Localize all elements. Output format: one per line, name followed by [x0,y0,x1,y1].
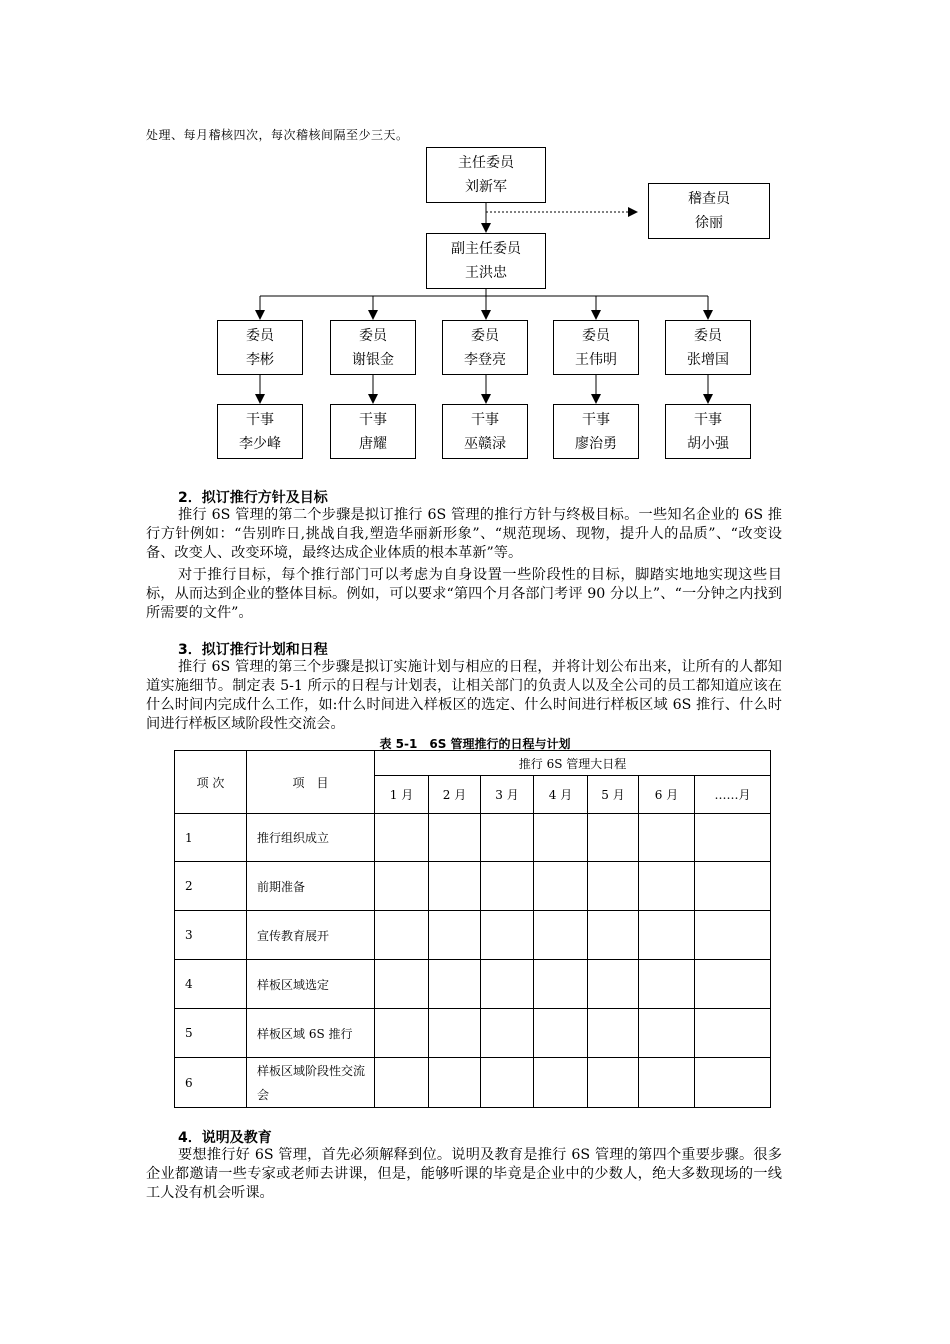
inspector-box [648,183,770,239]
officer-title: 干事 [246,411,274,428]
deputy-box [426,233,546,289]
officer-name: 巫赣渌 [464,435,506,452]
intro-text: 处理、每月稽核四次，每次稽核间隔至少三天。 [146,128,409,142]
officer-name: 胡小强 [687,435,729,452]
director-name: 刘新军 [465,179,507,195]
header-seq: 项 次 [175,751,247,814]
member-name: 李登亮 [464,351,506,368]
member-box [330,320,416,375]
member-name: 张增国 [687,351,729,368]
officer-title: 干事 [582,411,610,428]
table-row [175,1058,771,1108]
officer-title: 干事 [471,411,499,428]
officer-box [330,404,416,459]
header-month: 2 月 [429,776,481,814]
table-caption: 表 5-1 6S 管理推行的日程与计划 [379,737,571,751]
officer-title: 干事 [694,411,722,428]
officer-box [217,404,303,459]
deputy-name: 王洪忠 [465,265,507,281]
deputy-title: 副主任委员 [451,241,521,257]
row-seq: 5 [175,1009,247,1058]
table-row [175,814,771,862]
member-title: 委员 [694,327,722,344]
officer-name: 李少峰 [239,435,281,452]
member-name: 王伟明 [575,351,617,368]
row-item: 样板区域 6S 推行 [247,1009,375,1058]
section-2-paragraph-2: 对于推行目标，每个推行部门可以考虑为自身设置一些阶段性的目标，脚踏实地地实现这些目标，从而达到企业的整体目标。例如，可以要求“第四个月各部门考评 90 分以上”、“一分钟之内找到所需要的文件”。 [146,567,782,621]
row-item: 样板区域选定 [247,960,375,1009]
section-4-paragraph-1: 要想推行好 6S 管理，首先必须解释到位。说明及教育是推行 6S 管理的第四个重要步骤。很多企业都邀请一些专家或老师去讲课，但是，能够听课的毕竟是企业中的少数人，绝大多数现场的一线工人没有机会听课。 [146,1147,782,1201]
header-item: 项 目 [247,751,375,814]
header-month: ……月 [695,776,771,814]
row-item: 前期准备 [247,862,375,911]
row-item: 样板区域阶段性交流会 [247,1058,375,1108]
officer-name: 唐耀 [359,435,387,452]
member-title: 委员 [471,327,499,344]
header-schedule: 推行 6S 管理大日程 [375,751,771,776]
table-row [175,862,771,911]
section-3-heading: 3．拟订推行计划和日程 [178,642,328,658]
table-row [175,960,771,1009]
member-name: 谢银金 [352,351,394,368]
member-box [217,320,303,375]
inspector-name: 徐丽 [695,215,723,231]
officer-box [442,404,528,459]
member-title: 委员 [246,327,274,344]
row-seq: 4 [175,960,247,1009]
table-row [175,1009,771,1058]
officer-box [665,404,751,459]
header-month: 5 月 [588,776,639,814]
row-seq: 6 [175,1058,247,1108]
header-month: 4 月 [534,776,588,814]
officer-box [553,404,639,459]
inspector-title: 稽查员 [688,191,730,207]
member-box [442,320,528,375]
director-title: 主任委员 [458,155,514,171]
header-month: 1 月 [375,776,429,814]
section-4-heading: 4．说明及教育 [178,1130,272,1146]
member-name: 李彬 [246,351,274,368]
row-item: 宣传教育展开 [247,911,375,960]
row-seq: 3 [175,911,247,960]
member-box [553,320,639,375]
officer-title: 干事 [359,411,387,428]
table-row [175,911,771,960]
section-3-paragraph-1: 推行 6S 管理的第三个步骤是拟订实施计划与相应的日程，并将计划公布出来，让所有的人都知道实施细节。制定表 5-1 所示的日程与计划表，让相关部门的负责人以及全公司的员工都知道应该在什么时间内完成什么工作，如:什么时间进入样板区的选定、什么时间进行样板区域 6S 推行、什么时间进行样板区域阶段性交流会。 [146,659,782,732]
row-seq: 1 [175,814,247,862]
schedule-table [174,750,771,1108]
header-month: 3 月 [481,776,534,814]
member-box [665,320,751,375]
header-month: 6 月 [639,776,695,814]
director-box [426,147,546,203]
member-title: 委员 [359,327,387,344]
row-item: 推行组织成立 [247,814,375,862]
member-title: 委员 [582,327,610,344]
row-seq: 2 [175,862,247,911]
section-2-heading: 2．拟订推行方针及目标 [178,490,328,506]
officer-name: 廖治勇 [575,435,617,452]
section-2-paragraph-1: 推行 6S 管理的第二个步骤是拟订推行 6S 管理的推行方针与终极目标。一些知名企业的 6S 推行方针例如：“告别昨日,挑战自我,塑造华丽新形象”、“规范现场、现物，提升人的品质”、“改变设备、改变人、改变环境，最终达成企业体质的根本革新”等。 [146,507,782,561]
